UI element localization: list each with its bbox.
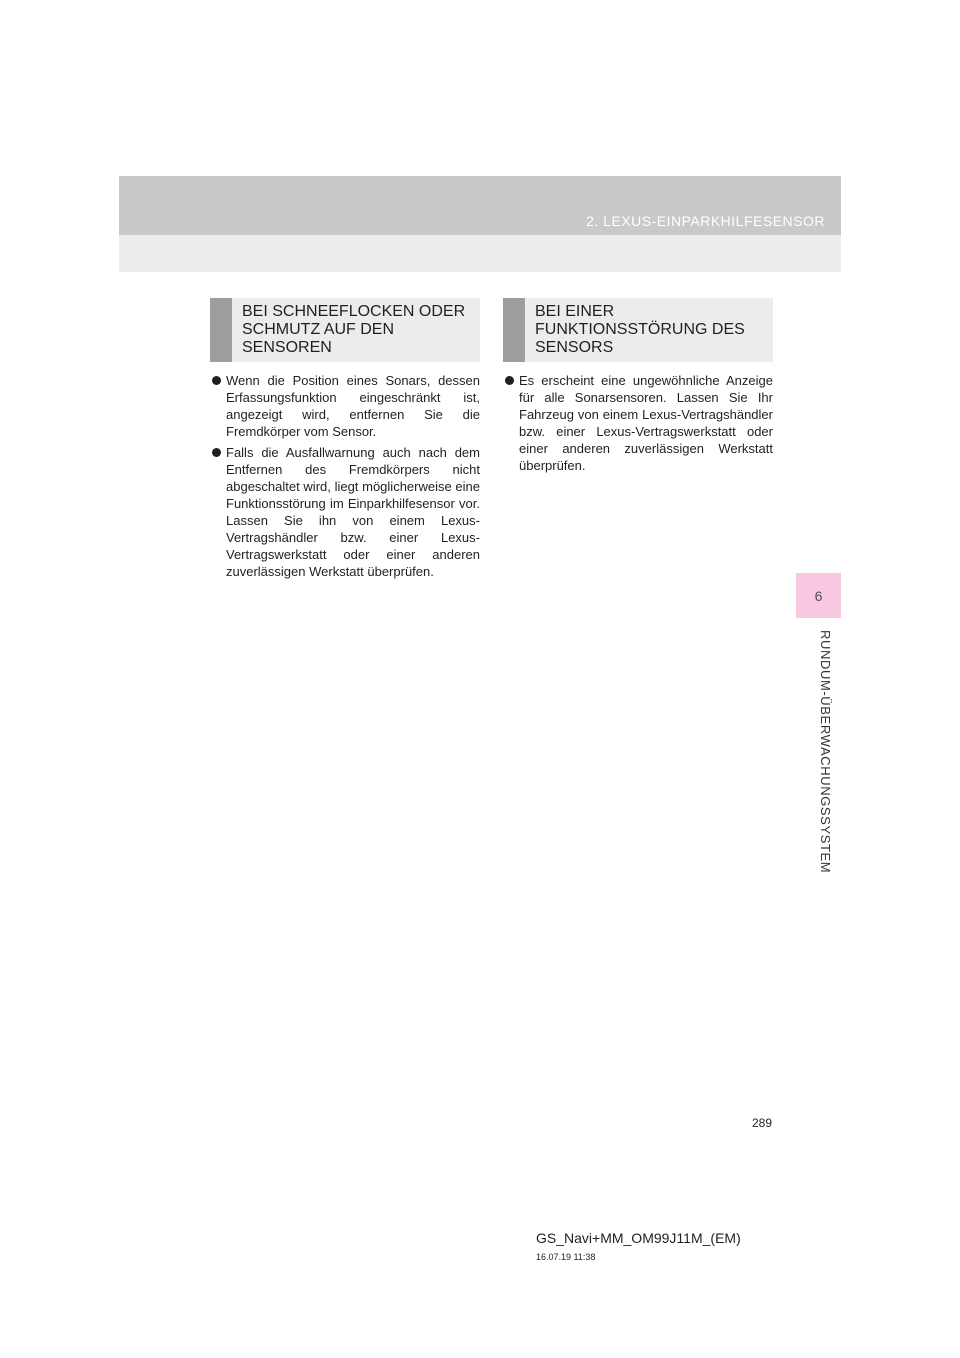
heading-bar — [210, 298, 232, 362]
heading-bar — [503, 298, 525, 362]
list-item-text: Wenn die Position eines Sonars, dessen Erfassungsfunktion eingeschränkt ist, angezeigt wird, entfernen Sie die Fremdkörper vom Sensor. — [226, 373, 480, 439]
page-number: 289 — [751, 1116, 772, 1130]
footer-timestamp: 16.07.19 11:38 — [536, 1252, 596, 1262]
list-item — [503, 372, 773, 474]
chapter-tab — [796, 573, 841, 618]
header-band — [119, 176, 841, 235]
footer-code: GS_Navi+MM_OM99J11M_(EM) — [536, 1230, 741, 1246]
section-heading-malfunction — [503, 298, 773, 362]
section-title: 2. LEXUS-EINPARKHILFESENSOR — [586, 213, 825, 229]
chapter-number: 6 — [814, 587, 823, 604]
heading-text: BEI SCHNEEFLOCKEN ODER SCHMUTZ AUF DEN SENSOREN — [242, 303, 466, 356]
bullet-icon — [212, 376, 221, 385]
chapter-title: RUNDUM-ÜBERWACHUNGSSYSTEM — [818, 630, 833, 874]
section-heading-snow — [210, 298, 480, 362]
section-body-snow — [210, 372, 480, 584]
bullet-icon — [212, 448, 221, 457]
header-subband — [119, 235, 841, 272]
bullet-icon — [505, 376, 514, 385]
list-item-text: Falls die Ausfallwarnung auch nach dem Entfernen des Fremdkörpers nicht abgeschaltet wird, liegt möglicherweise eine Funktionsstörung im Einparkhilfesensor vor. Lassen Sie ihn von einem Lexus-Vertragshändler bzw. einer Lexus-Vertragswerkstatt oder einer anderen zuverlässigen Werkstatt überprüfen. — [226, 445, 480, 579]
section-body-malfunction — [503, 372, 773, 478]
list-item — [210, 444, 480, 580]
heading-text: BEI EINER FUNKTIONSSTÖRUNG DES SENSORS — [535, 303, 745, 356]
list-item-text: Es erscheint eine ungewöhnliche Anzeige für alle Sonarsensoren. Lassen Sie Ihr Fahrzeug von einem Lexus-Vertragshändler bzw. einer Lexus-Vertragswerkstatt oder einer anderen zuverlässigen Werkstatt überprüfen. — [519, 373, 773, 473]
list-item — [210, 372, 480, 440]
